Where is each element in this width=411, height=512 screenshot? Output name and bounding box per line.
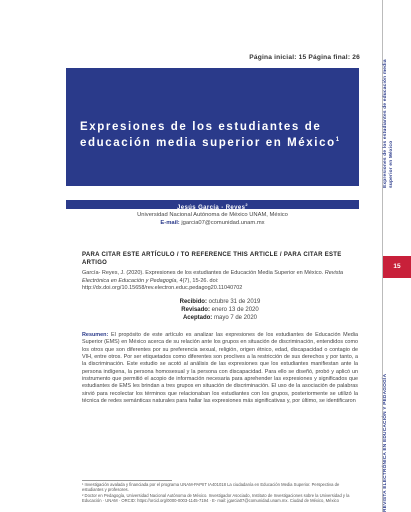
citation-text	[82, 270, 357, 293]
received-date-line	[130, 298, 310, 306]
email-label: E-mail:	[160, 220, 180, 226]
revised-date-line	[130, 306, 310, 314]
page-range: Página inicial: 15 Página final: 26	[249, 54, 360, 61]
article-title	[80, 121, 350, 150]
author-affiliation-block	[66, 211, 359, 227]
abstract	[82, 332, 358, 405]
article-dates	[130, 298, 310, 322]
email-address[interactable]: jgarcia07@comunidad.unam.mx	[181, 220, 265, 226]
abstract-label: Resumen:	[82, 332, 109, 338]
author-bar	[66, 200, 359, 209]
author-footnote-ref: 2	[245, 202, 248, 207]
citation-heading: PARA CITAR ESTE ARTÍCULO / TO REFERENCE THIS ARTICLE / PARA CITAR ESTE ARTIGO	[82, 252, 342, 266]
abstract-text: El propósito de este artículo es analizar las expresiones de los estudiantes de Educación Media Superior (EMS) en México acerca de su relación ante los grupos en situación de discriminación, entendidos como los otros que son diferentes por su preferencia sexual, religión, origen étnico, edad, discapacidad o contagio de VIH, entre otros. Por ser etiquetados como diferentes son proclives a la restricción de sus derechos y por tanto, a la discriminación. Este estudio se acotó al análisis de las expresiones que los estudiantes manifiestan ante la persona indígena, la persona homosexual y la persona con discapacidad. Para ello se diseñó, probó y aplicó un instrumento que permitió el acopio de información necesaria para aprehender las expresiones y significados que estudiantes de EMS les brindan a tres grupos en situación de discriminación. El uso de la asociación de palabras sirvió para recolectar los términos que relacionaban los estudiantes con los grupos, posteriormente se utilizó la técnica de redes semánticas naturales para hallar las expresiones más significativas y, por último, se identificaron	[82, 332, 358, 405]
journal-name-text: REVISTA ELECTRÓNICA EN EDUCACIÓN Y PEDAGOGÍA	[383, 373, 388, 512]
citation-ref: García- Reyes, J. (2020). Expresiones de los estudiantes de Educación Media Superior en México.	[82, 270, 324, 276]
footnote-divider	[82, 480, 172, 481]
accepted-date: mayo 7 de 2020	[213, 315, 258, 321]
accepted-label: Aceptado:	[182, 315, 213, 321]
citation-doi[interactable]: 4(7), 15-26. doi: http://dx.doi.org/10.15658/rev.electron.educ.pedagog20.11040702	[82, 277, 243, 292]
running-title-vertical	[383, 48, 405, 188]
footnote-1: ¹ Investigación avalada y financiada por el programa UNAM-PAPIIT IA401018 La ciudadanía en Educación Media Superior. Perspectiva de estudiantes y profesores.	[82, 482, 340, 493]
email-line	[66, 219, 359, 227]
article-title-text: Expresiones de los estudiantes de educación media superior en México	[80, 121, 336, 149]
running-title-text: Expresiones de los estudiantes de educación media superior en México	[383, 59, 394, 188]
citation-journal: Revista Electrónica en Educación y Pedagogía,	[82, 270, 344, 284]
received-label: Recibido:	[179, 299, 207, 305]
received-date: octubre 31 de 2019	[208, 299, 261, 305]
revised-label: Revisado:	[181, 307, 210, 313]
affiliation: Universidad Nacional Autónoma de México UNAM, México	[137, 212, 288, 218]
journal-name-vertical	[383, 280, 405, 512]
footnotes	[82, 482, 358, 503]
revised-date: enero 13 de 2020	[211, 307, 259, 313]
author-name: Jesús García - Reyes	[177, 205, 246, 211]
title-footnote-ref: 1	[335, 137, 340, 143]
accepted-date-line	[130, 314, 310, 322]
page-number-badge: 15	[383, 256, 411, 278]
footnote-2: ² Doctor en Pedagogía, Universidad Nacional Autónoma de México. Investigador Asociado, Instituto de Investigaciones sobre la Universidad y la Educación · UNAM · ORCID: https://orcid.org/0000-0003-1145-7194 · E- mail: jgarcia07@comunidad.unam.mx. Ciudad de México, México	[82, 492, 350, 503]
